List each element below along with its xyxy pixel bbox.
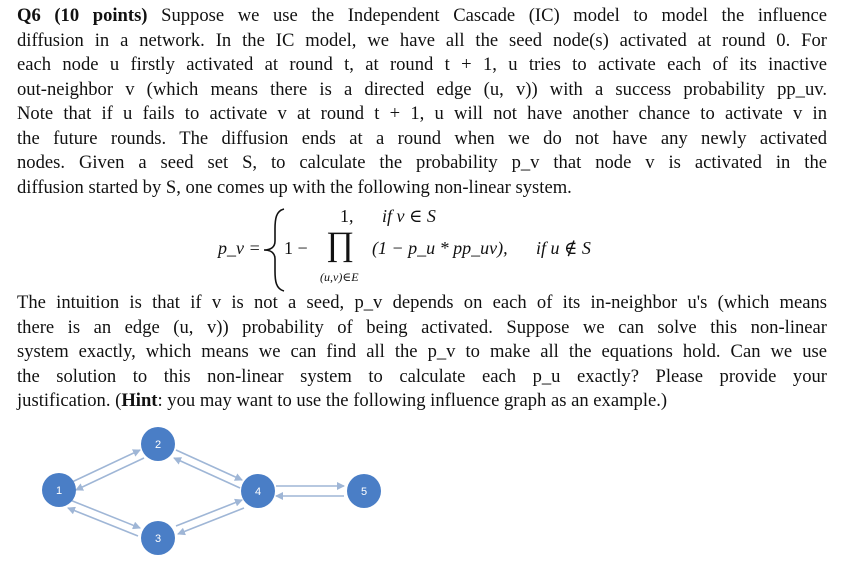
edge-1-to-2 <box>72 450 140 482</box>
node-label: 3 <box>154 533 162 545</box>
text-line: Note that if u fails to activate v at round t + 1, u will not have another chance to activate v in <box>17 103 827 124</box>
edge-4-to-2 <box>174 458 240 488</box>
node-label: 5 <box>360 486 368 498</box>
influence-graph <box>0 420 843 574</box>
graph-edges <box>68 450 344 536</box>
case2-lead: 1 − <box>284 238 308 258</box>
product-subscript: (u,v)∈E <box>320 270 359 284</box>
node-label: 4 <box>254 486 262 498</box>
text-line: diffusion started by S, one comes up with the following non-linear system. <box>17 176 572 198</box>
case1-condition: if v ∈ S <box>382 206 436 226</box>
text-line: The intuition is that if v is not a seed, p_v depends on each of its in-neighbor u's (which means <box>17 292 827 313</box>
question-paragraph-intro <box>17 4 827 200</box>
product-symbol: ∏ <box>326 226 354 263</box>
graph-nodes <box>42 427 381 555</box>
edge-2-to-4 <box>176 450 242 480</box>
question-paragraph-intuition <box>17 291 827 414</box>
question-label: Q6 (10 points) <box>17 5 148 26</box>
text-line: system exactly, which means we can find all the p_v to make all the equations hold. Can we use <box>17 341 827 362</box>
edge-1-to-3 <box>70 500 140 528</box>
text-line: diffusion in a network. In the IC model, we have all the seed node(s) activated at round 0. For <box>17 29 827 51</box>
edge-3-to-1 <box>68 508 138 536</box>
text-line: out-neighbor v (which means there is a directed edge (u, v)) with a success probability pp_uv. <box>17 78 827 100</box>
edge-2-to-1 <box>76 458 144 490</box>
text-line: Q6 (10 points) Suppose we use the Independent Cascade (IC) model to model the influence <box>17 5 828 26</box>
text-line: each node u firstly activated at round t, at round t + 1, u tries to activate each of its inactive <box>17 54 827 75</box>
text-line: there is an edge (u, v)) probability of being activated. Suppose we can solve this non-linear <box>17 316 827 338</box>
text-line: the future rounds. The diffusion ends at a round when we do not have any newly activated <box>17 127 827 149</box>
equation-lhs: p_v = <box>218 238 261 258</box>
node-label: 2 <box>154 439 162 451</box>
hint-label: Hint <box>121 390 158 411</box>
case1-value: 1, <box>340 206 354 226</box>
node-label: 1 <box>55 485 63 497</box>
text-line: the solution to this non-linear system to calculate each p_u exactly? Please provide your <box>17 365 827 387</box>
case2-condition: if u ∉ S <box>536 238 591 258</box>
case2-factor: (1 − p_u * pp_uv), <box>372 238 508 258</box>
text-line: justification. (Hint: you may want to use the following influence graph as an example.) <box>17 390 668 411</box>
text-line: nodes. Given a seed set S, to calculate the probability p_v that node v is activated in the <box>17 152 827 173</box>
